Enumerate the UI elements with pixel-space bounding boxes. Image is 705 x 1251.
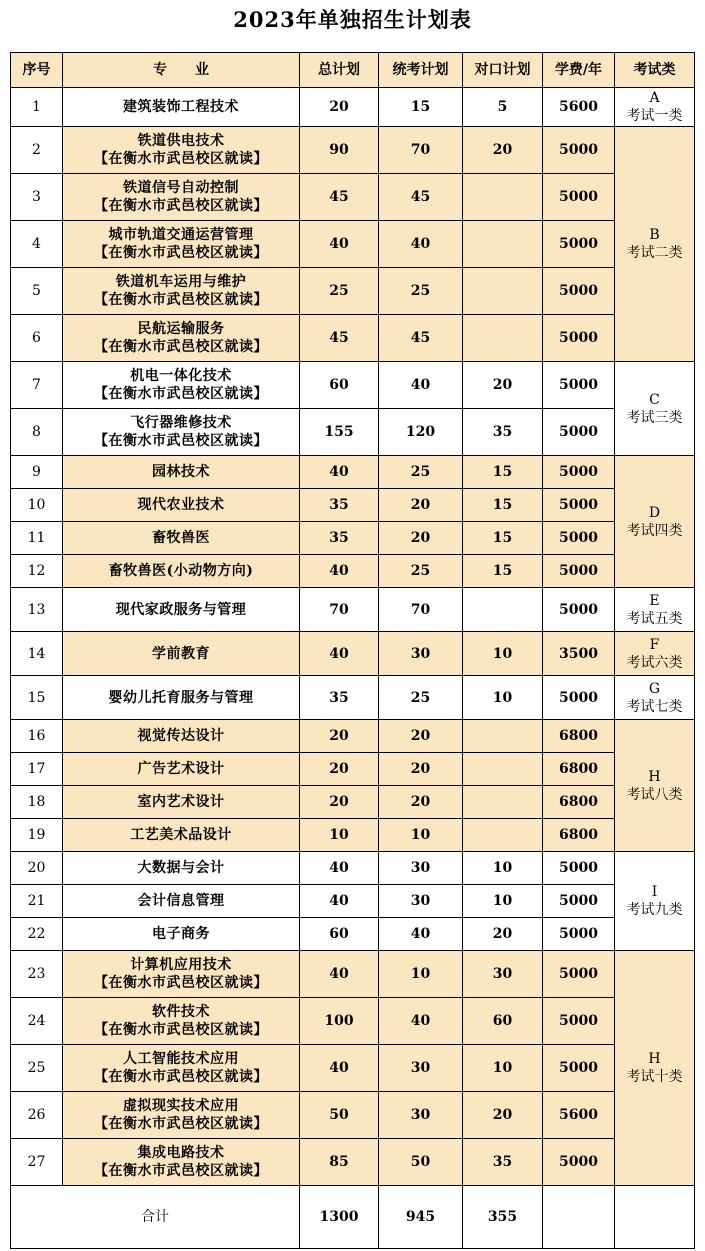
tuition-fee: 5000 bbox=[543, 456, 615, 489]
row-number: 8 bbox=[11, 409, 63, 456]
exam-letter: H bbox=[648, 768, 661, 785]
total-plan: 45 bbox=[300, 315, 379, 362]
major-name: 园林技术 bbox=[152, 464, 210, 480]
exam-letter: G bbox=[648, 680, 661, 697]
counterpart-plan: 5 bbox=[463, 88, 543, 127]
totals-row bbox=[11, 1186, 695, 1249]
exam-letter: D bbox=[648, 504, 661, 521]
major-name: 婴幼儿托育服务与管理 bbox=[108, 689, 254, 706]
table-row bbox=[11, 489, 695, 522]
campus-note: 【在衡水市武邑校区就读】 bbox=[94, 975, 268, 991]
major-name: 畜牧兽医(小动物方向) bbox=[108, 563, 254, 579]
total-plan: 85 bbox=[300, 1139, 379, 1186]
row-number: 19 bbox=[11, 819, 63, 852]
table-row bbox=[11, 998, 695, 1045]
counterpart-plan: 60 bbox=[463, 998, 543, 1045]
total-plan: 40 bbox=[300, 221, 379, 268]
counterpart-plan: 30 bbox=[463, 951, 543, 998]
counterpart-plan bbox=[463, 221, 543, 268]
major-name: 畜牧兽医 bbox=[152, 530, 210, 546]
tuition-fee: 6800 bbox=[543, 786, 615, 819]
tuition-fee: 5000 bbox=[543, 998, 615, 1045]
row-number: 14 bbox=[11, 632, 63, 676]
exam-category bbox=[615, 362, 695, 456]
unified-plan: 30 bbox=[379, 852, 463, 885]
total-plan: 60 bbox=[300, 362, 379, 409]
unified-plan: 20 bbox=[379, 489, 463, 522]
major-cell bbox=[63, 489, 300, 522]
major-cell bbox=[63, 588, 300, 632]
exam-category bbox=[615, 632, 695, 676]
row-number: 9 bbox=[11, 456, 63, 489]
major-cell bbox=[63, 676, 300, 720]
exam-label: 考试七类 bbox=[626, 698, 683, 715]
total-plan: 40 bbox=[300, 555, 379, 588]
counterpart-plan: 35 bbox=[463, 409, 543, 456]
exam-letter: H bbox=[648, 1051, 661, 1067]
major-name: 视觉传达设计 bbox=[137, 728, 225, 744]
exam-label: 考试三类 bbox=[626, 409, 683, 426]
major-cell bbox=[63, 88, 300, 127]
major-cell bbox=[63, 852, 300, 885]
major-name: 民航运输服务 bbox=[137, 321, 225, 337]
counterpart-plan bbox=[463, 786, 543, 819]
table-row bbox=[11, 786, 695, 819]
table-row bbox=[11, 456, 695, 489]
exam-letter: C bbox=[649, 391, 660, 408]
table-row bbox=[11, 127, 695, 174]
major-cell bbox=[63, 753, 300, 786]
campus-note: 【在衡水市武邑校区就读】 bbox=[94, 1022, 268, 1038]
table-row bbox=[11, 268, 695, 315]
major-cell bbox=[63, 819, 300, 852]
major-cell bbox=[63, 632, 300, 676]
campus-note: 【在衡水市武邑校区就读】 bbox=[94, 1069, 268, 1085]
tuition-fee: 3500 bbox=[543, 632, 615, 676]
tuition-fee: 5000 bbox=[543, 1139, 615, 1186]
total-plan: 50 bbox=[300, 1092, 379, 1139]
total-plan: 35 bbox=[300, 522, 379, 555]
major-cell bbox=[63, 409, 300, 456]
totals-label: 合计 bbox=[11, 1186, 300, 1249]
exam-category bbox=[615, 720, 695, 852]
major-cell bbox=[63, 315, 300, 362]
tuition-fee: 5000 bbox=[543, 315, 615, 362]
major-name: 广告艺术设计 bbox=[137, 761, 225, 777]
exam-category bbox=[615, 456, 695, 588]
counterpart-plan bbox=[463, 268, 543, 315]
exam-category bbox=[615, 951, 695, 1186]
unified-plan: 15 bbox=[379, 88, 463, 127]
unified-plan: 25 bbox=[379, 456, 463, 489]
major-name: 会计信息管理 bbox=[137, 893, 225, 909]
major-name: 建筑装饰工程技术 bbox=[123, 99, 239, 115]
counterpart-plan: 20 bbox=[463, 362, 543, 409]
tuition-fee: 5000 bbox=[543, 951, 615, 998]
unified-plan: 10 bbox=[379, 951, 463, 998]
tuition-fee: 5000 bbox=[543, 489, 615, 522]
counterpart-plan: 10 bbox=[463, 852, 543, 885]
row-number: 11 bbox=[11, 522, 63, 555]
major-cell bbox=[63, 998, 300, 1045]
counterpart-plan: 15 bbox=[463, 456, 543, 489]
campus-note: 【在衡水市武邑校区就读】 bbox=[94, 151, 268, 167]
table-row bbox=[11, 753, 695, 786]
major-cell bbox=[63, 456, 300, 489]
unified-plan: 70 bbox=[379, 588, 463, 632]
tuition-fee: 5000 bbox=[543, 409, 615, 456]
exam-letter: F bbox=[649, 636, 660, 653]
totals-total: 1300 bbox=[300, 1186, 379, 1249]
major-name: 现代农业技术 bbox=[137, 497, 225, 513]
unified-plan: 50 bbox=[379, 1139, 463, 1186]
tuition-fee: 5600 bbox=[543, 88, 615, 127]
major-name: 计算机应用技术 bbox=[130, 957, 232, 973]
header-fee: 学费/年 bbox=[543, 53, 615, 88]
tuition-fee: 5000 bbox=[543, 1045, 615, 1092]
tuition-fee: 5000 bbox=[543, 555, 615, 588]
total-plan: 70 bbox=[300, 588, 379, 632]
totals-counterpart: 355 bbox=[463, 1186, 543, 1249]
campus-note: 【在衡水市武邑校区就读】 bbox=[94, 433, 268, 449]
unified-plan: 30 bbox=[379, 1045, 463, 1092]
total-plan: 45 bbox=[300, 174, 379, 221]
major-name: 铁道机车运用与维护 bbox=[115, 274, 247, 290]
exam-label: 考试八类 bbox=[626, 786, 683, 803]
unified-plan: 45 bbox=[379, 315, 463, 362]
major-name: 电子商务 bbox=[152, 926, 210, 942]
table-row bbox=[11, 555, 695, 588]
totals-exam bbox=[615, 1186, 695, 1249]
campus-note: 【在衡水市武邑校区就读】 bbox=[94, 1163, 268, 1179]
unified-plan: 25 bbox=[379, 555, 463, 588]
major-name: 飞行器维修技术 bbox=[130, 415, 232, 431]
total-plan: 20 bbox=[300, 786, 379, 819]
tuition-fee: 5000 bbox=[543, 918, 615, 951]
exam-label: 考试六类 bbox=[626, 654, 683, 671]
row-number: 24 bbox=[11, 998, 63, 1045]
header-unified: 统考计划 bbox=[379, 53, 463, 88]
counterpart-plan: 15 bbox=[463, 555, 543, 588]
tuition-fee: 5000 bbox=[543, 221, 615, 268]
exam-category bbox=[615, 588, 695, 632]
total-plan: 100 bbox=[300, 998, 379, 1045]
campus-note: 【在衡水市武邑校区就读】 bbox=[94, 198, 268, 214]
exam-label: 考试五类 bbox=[626, 610, 683, 627]
total-plan: 20 bbox=[300, 720, 379, 753]
table-row bbox=[11, 522, 695, 555]
major-name: 大数据与会计 bbox=[137, 860, 225, 876]
total-plan: 60 bbox=[300, 918, 379, 951]
counterpart-plan bbox=[463, 315, 543, 362]
tuition-fee: 6800 bbox=[543, 753, 615, 786]
unified-plan: 120 bbox=[379, 409, 463, 456]
counterpart-plan: 35 bbox=[463, 1139, 543, 1186]
row-number: 10 bbox=[11, 489, 63, 522]
row-number: 23 bbox=[11, 951, 63, 998]
totals-fee bbox=[543, 1186, 615, 1249]
unified-plan: 45 bbox=[379, 174, 463, 221]
table-row bbox=[11, 632, 695, 676]
unified-plan: 40 bbox=[379, 998, 463, 1045]
counterpart-plan: 10 bbox=[463, 1045, 543, 1092]
table-row bbox=[11, 409, 695, 456]
table-row bbox=[11, 221, 695, 268]
major-name: 机电一体化技术 bbox=[130, 368, 232, 384]
table-row bbox=[11, 819, 695, 852]
total-plan: 20 bbox=[300, 753, 379, 786]
major-cell bbox=[63, 1045, 300, 1092]
row-number: 1 bbox=[11, 88, 63, 127]
major-name: 室内艺术设计 bbox=[137, 794, 225, 810]
counterpart-plan: 15 bbox=[463, 489, 543, 522]
total-plan: 10 bbox=[300, 819, 379, 852]
table-row bbox=[11, 676, 695, 720]
unified-plan: 70 bbox=[379, 127, 463, 174]
table-row bbox=[11, 918, 695, 951]
row-number: 16 bbox=[11, 720, 63, 753]
counterpart-plan: 15 bbox=[463, 522, 543, 555]
unified-plan: 40 bbox=[379, 362, 463, 409]
major-name: 集成电路技术 bbox=[137, 1145, 225, 1161]
header-no: 序号 bbox=[11, 53, 63, 88]
exam-label: 考试九类 bbox=[626, 902, 683, 918]
total-plan: 40 bbox=[300, 852, 379, 885]
major-cell bbox=[63, 268, 300, 315]
totals-unified: 945 bbox=[379, 1186, 463, 1249]
row-number: 21 bbox=[11, 885, 63, 918]
major-cell bbox=[63, 174, 300, 221]
major-name: 现代家政服务与管理 bbox=[115, 601, 247, 618]
row-number: 27 bbox=[11, 1139, 63, 1186]
total-plan: 40 bbox=[300, 885, 379, 918]
campus-note: 【在衡水市武邑校区就读】 bbox=[94, 1116, 268, 1132]
row-number: 18 bbox=[11, 786, 63, 819]
total-plan: 40 bbox=[300, 632, 379, 676]
major-name: 铁道信号自动控制 bbox=[123, 180, 239, 196]
row-number: 5 bbox=[11, 268, 63, 315]
total-plan: 35 bbox=[300, 676, 379, 720]
campus-note: 【在衡水市武邑校区就读】 bbox=[94, 339, 268, 355]
major-cell bbox=[63, 127, 300, 174]
row-number: 13 bbox=[11, 588, 63, 632]
counterpart-plan: 10 bbox=[463, 885, 543, 918]
row-number: 12 bbox=[11, 555, 63, 588]
tuition-fee: 5000 bbox=[543, 885, 615, 918]
tuition-fee: 5000 bbox=[543, 362, 615, 409]
major-cell bbox=[63, 786, 300, 819]
table-row bbox=[11, 588, 695, 632]
counterpart-plan: 20 bbox=[463, 918, 543, 951]
counterpart-plan bbox=[463, 819, 543, 852]
unified-plan: 10 bbox=[379, 819, 463, 852]
table-row bbox=[11, 88, 695, 127]
header-exam: 考试类 bbox=[615, 53, 695, 88]
exam-label: 考试四类 bbox=[626, 522, 683, 539]
counterpart-plan bbox=[463, 588, 543, 632]
table-row bbox=[11, 174, 695, 221]
campus-note: 【在衡水市武邑校区就读】 bbox=[94, 245, 268, 261]
exam-category bbox=[615, 88, 695, 127]
row-number: 2 bbox=[11, 127, 63, 174]
major-name: 铁道供电技术 bbox=[137, 133, 225, 149]
unified-plan: 30 bbox=[379, 1092, 463, 1139]
major-cell bbox=[63, 555, 300, 588]
counterpart-plan bbox=[463, 720, 543, 753]
table-row bbox=[11, 1092, 695, 1139]
header-counterpart: 对口计划 bbox=[463, 53, 543, 88]
counterpart-plan: 10 bbox=[463, 632, 543, 676]
exam-label: 考试二类 bbox=[626, 245, 683, 261]
tuition-fee: 5000 bbox=[543, 588, 615, 632]
table-row bbox=[11, 852, 695, 885]
unified-plan: 30 bbox=[379, 885, 463, 918]
row-number: 20 bbox=[11, 852, 63, 885]
major-name: 人工智能技术应用 bbox=[123, 1051, 239, 1067]
tuition-fee: 5600 bbox=[543, 1092, 615, 1139]
major-cell bbox=[63, 221, 300, 268]
table-row bbox=[11, 362, 695, 409]
tuition-fee: 5000 bbox=[543, 852, 615, 885]
counterpart-plan: 20 bbox=[463, 127, 543, 174]
table-row bbox=[11, 1045, 695, 1092]
tuition-fee: 6800 bbox=[543, 819, 615, 852]
tuition-fee: 5000 bbox=[543, 127, 615, 174]
total-plan: 40 bbox=[300, 1045, 379, 1092]
unified-plan: 30 bbox=[379, 632, 463, 676]
row-number: 22 bbox=[11, 918, 63, 951]
table-row bbox=[11, 951, 695, 998]
exam-letter: E bbox=[649, 592, 660, 609]
row-number: 7 bbox=[11, 362, 63, 409]
counterpart-plan bbox=[463, 753, 543, 786]
tuition-fee: 5000 bbox=[543, 676, 615, 720]
row-number: 17 bbox=[11, 753, 63, 786]
exam-category bbox=[615, 676, 695, 720]
unified-plan: 20 bbox=[379, 786, 463, 819]
exam-letter: I bbox=[651, 884, 658, 900]
tuition-fee: 5000 bbox=[543, 174, 615, 221]
counterpart-plan: 20 bbox=[463, 1092, 543, 1139]
major-name: 软件技术 bbox=[152, 1004, 210, 1020]
total-plan: 155 bbox=[300, 409, 379, 456]
major-cell bbox=[63, 362, 300, 409]
major-name: 学前教育 bbox=[152, 645, 210, 662]
page-title: 2023年单独招生计划表 bbox=[233, 7, 472, 32]
table-row bbox=[11, 1139, 695, 1186]
campus-note: 【在衡水市武邑校区就读】 bbox=[94, 292, 268, 308]
table-row bbox=[11, 885, 695, 918]
counterpart-plan: 10 bbox=[463, 676, 543, 720]
table-header-row bbox=[11, 53, 695, 88]
total-plan: 25 bbox=[300, 268, 379, 315]
exam-letter: A bbox=[649, 90, 660, 106]
header-total: 总计划 bbox=[300, 53, 379, 88]
table-row bbox=[11, 315, 695, 362]
exam-label: 考试十类 bbox=[626, 1069, 683, 1085]
major-name: 虚拟现实技术应用 bbox=[123, 1098, 239, 1114]
exam-category bbox=[615, 852, 695, 951]
unified-plan: 40 bbox=[379, 918, 463, 951]
unified-plan: 20 bbox=[379, 753, 463, 786]
row-number: 25 bbox=[11, 1045, 63, 1092]
total-plan: 90 bbox=[300, 127, 379, 174]
major-cell bbox=[63, 1092, 300, 1139]
unified-plan: 25 bbox=[379, 268, 463, 315]
table-row bbox=[11, 720, 695, 753]
major-cell bbox=[63, 951, 300, 998]
total-plan: 35 bbox=[300, 489, 379, 522]
total-plan: 40 bbox=[300, 951, 379, 998]
major-name: 城市轨道交通运营管理 bbox=[108, 227, 254, 243]
major-cell bbox=[63, 522, 300, 555]
row-number: 26 bbox=[11, 1092, 63, 1139]
unified-plan: 20 bbox=[379, 522, 463, 555]
tuition-fee: 5000 bbox=[543, 522, 615, 555]
unified-plan: 25 bbox=[379, 676, 463, 720]
unified-plan: 20 bbox=[379, 720, 463, 753]
exam-letter: B bbox=[649, 227, 660, 243]
row-number: 6 bbox=[11, 315, 63, 362]
unified-plan: 40 bbox=[379, 221, 463, 268]
total-plan: 20 bbox=[300, 88, 379, 127]
total-plan: 40 bbox=[300, 456, 379, 489]
row-number: 4 bbox=[11, 221, 63, 268]
major-name: 工艺美术品设计 bbox=[130, 827, 232, 843]
campus-note: 【在衡水市武邑校区就读】 bbox=[94, 386, 268, 402]
major-cell bbox=[63, 720, 300, 753]
header-major: 专 业 bbox=[63, 53, 300, 88]
major-cell bbox=[63, 1139, 300, 1186]
exam-category bbox=[615, 127, 695, 362]
exam-label: 考试一类 bbox=[626, 108, 683, 124]
counterpart-plan bbox=[463, 174, 543, 221]
tuition-fee: 6800 bbox=[543, 720, 615, 753]
row-number: 3 bbox=[11, 174, 63, 221]
row-number: 15 bbox=[11, 676, 63, 720]
major-cell bbox=[63, 918, 300, 951]
tuition-fee: 5000 bbox=[543, 268, 615, 315]
major-cell bbox=[63, 885, 300, 918]
enrollment-plan-table bbox=[10, 52, 695, 1249]
